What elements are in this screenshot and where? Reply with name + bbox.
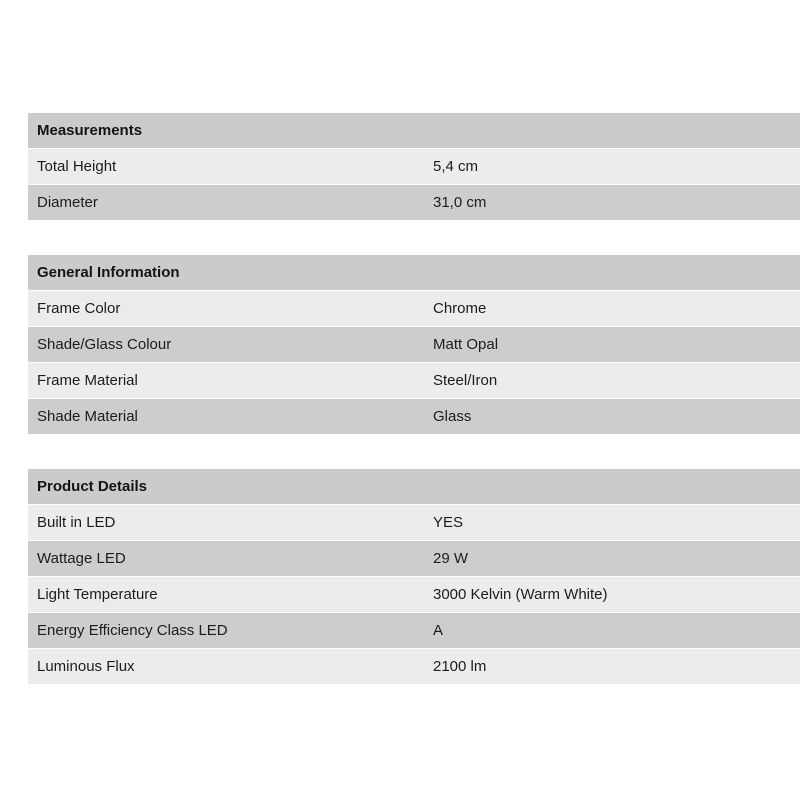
spec-value: YES bbox=[433, 514, 464, 531]
spec-value: 31,0 cm bbox=[433, 194, 487, 211]
spec-label: Shade/Glass Colour bbox=[37, 336, 172, 353]
spec-label: Total Height bbox=[37, 158, 117, 175]
spec-label: Frame Material bbox=[37, 372, 138, 389]
measurements-table bbox=[28, 113, 800, 220]
table-row bbox=[28, 540, 800, 576]
spec-value: 3000 Kelvin (Warm White) bbox=[433, 586, 608, 603]
section-title: Product Details bbox=[37, 478, 148, 495]
spec-label: Energy Efficiency Class LED bbox=[37, 622, 228, 639]
product-spec-page bbox=[0, 113, 800, 800]
spec-value: 2100 lm bbox=[433, 658, 487, 675]
spec-label: Built in LED bbox=[37, 514, 116, 531]
section-header-measurements bbox=[28, 113, 800, 148]
spec-label: Wattage LED bbox=[37, 550, 126, 567]
spec-label: Shade Material bbox=[37, 408, 138, 425]
spec-value: A bbox=[433, 622, 444, 639]
section-header-product-details bbox=[28, 469, 800, 504]
table-row bbox=[28, 148, 800, 184]
table-row bbox=[28, 184, 800, 220]
section-header-general-information bbox=[28, 255, 800, 290]
spec-value: Glass bbox=[433, 408, 472, 425]
table-row bbox=[28, 576, 800, 612]
spec-value: Steel/Iron bbox=[433, 372, 498, 389]
table-row bbox=[28, 612, 800, 648]
spec-label: Luminous Flux bbox=[37, 658, 135, 675]
section-title: Measurements bbox=[37, 122, 143, 139]
table-row bbox=[28, 398, 800, 434]
table-row bbox=[28, 326, 800, 362]
spec-value: Chrome bbox=[433, 300, 487, 317]
table-row bbox=[28, 648, 800, 684]
spec-label: Light Temperature bbox=[37, 586, 158, 603]
product-details-table bbox=[28, 469, 800, 684]
table-row bbox=[28, 290, 800, 326]
spec-value: 29 W bbox=[433, 550, 469, 567]
spec-value: 5,4 cm bbox=[433, 158, 479, 175]
table-row bbox=[28, 504, 800, 540]
general-information-table bbox=[28, 255, 800, 434]
spec-label: Diameter bbox=[37, 194, 98, 211]
table-row bbox=[28, 362, 800, 398]
spec-value: Matt Opal bbox=[433, 336, 499, 353]
spec-label: Frame Color bbox=[37, 300, 121, 317]
section-title: General Information bbox=[37, 264, 180, 281]
